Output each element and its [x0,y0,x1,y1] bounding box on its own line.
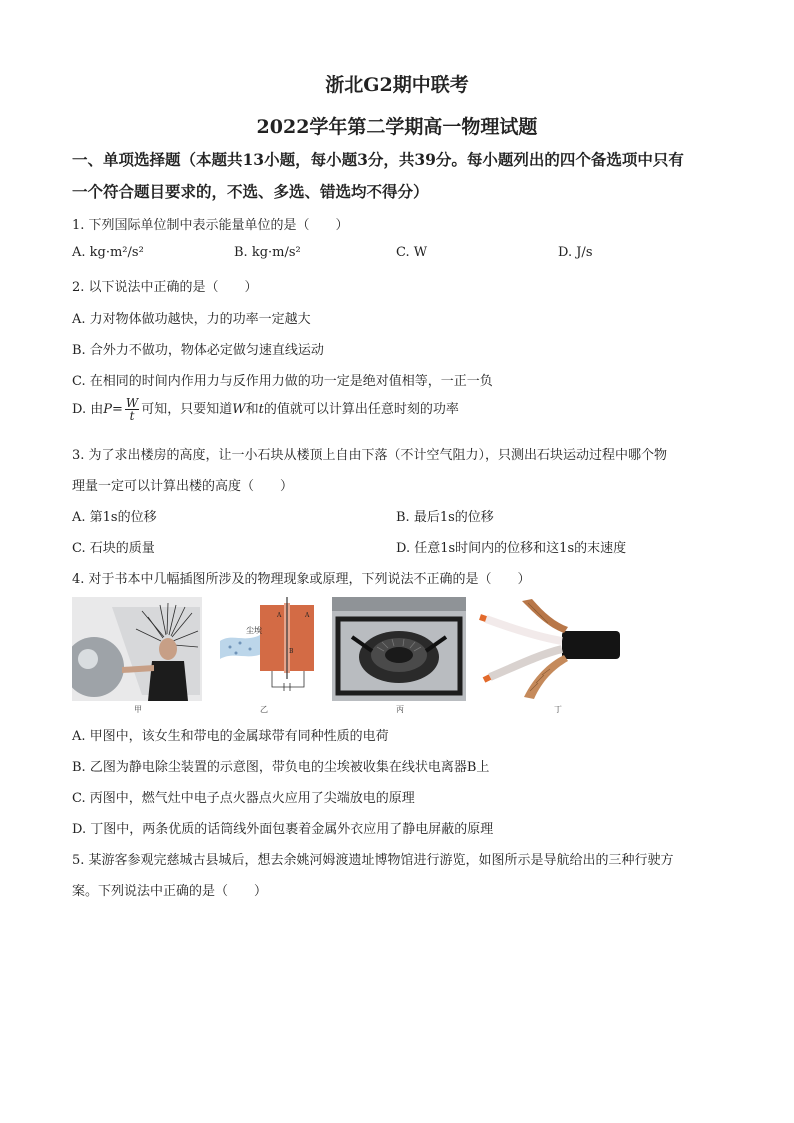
fig2-label-b: B [289,648,294,655]
q2-option-d-suffix: 的值就可以计算出任意时刻的功率 [263,402,459,417]
q3-option-a: A. 第1s的位移 [72,510,157,525]
q3-option-d: D. 任意1s时间内的位移和这1s的末速度 [396,541,627,556]
work-symbol: W [232,402,246,417]
figure-caption-ding: 丁 [554,705,562,714]
q5-stem-line2: 案。下列说法中正确的是（ ） [72,884,268,899]
exam-title: 浙北G2期中联考 [325,74,469,96]
q1-option-d: D. J/s [558,245,593,260]
q3-option-c: C. 石块的质量 [72,541,155,556]
formula-equals: = [111,402,123,417]
figure-caption-bing: 丙 [396,705,404,714]
q1-option-b: B. kg·m/s² [234,245,301,260]
q2-option-d-mid2: 和 [245,402,259,417]
q4-option-a: A. 甲图中，该女生和带电的金属球带有同种性质的电荷 [72,729,389,744]
fig2-label-dust: 尘埃 [246,626,262,635]
q2-stem: 2. 以下说法中正确的是（ ） [72,280,258,295]
q4-stem: 4. 对于书本中几幅插图所涉及的物理现象或原理，下列说法不正确的是（ ） [72,572,531,587]
q1-option-c: C. W [396,245,428,260]
q3-stem-line2: 理量一定可以计算出楼的高度（ ） [72,479,294,494]
q3-option-b: B. 最后1s的位移 [396,510,494,525]
figure-jia-charged-ball [72,597,202,701]
figure-ding-shielded-cable [478,597,620,701]
formula-fraction [125,397,139,422]
figure-yi-electrostatic-precipitator [220,597,330,701]
exam-subtitle: 2022学年第二学期高一物理试题 [256,116,538,138]
q3-stem-line1: 3. 为了求出楼房的高度，让一小石块从楼顶上自由下落（不计空气阻力），只测出石块运动过程中哪个物 [72,448,668,463]
figure-caption-yi: 乙 [260,705,268,714]
q4-option-c: C. 丙图中，燃气灶中电子点火器点火应用了尖端放电的原理 [72,791,415,806]
q2-option-c: C. 在相同的时间内作用力与反作用力做的功一定是绝对值相等，一正一负 [72,374,493,389]
section-heading-line2: 一个符合题目要求的，不选、多选、错选均不得分） [72,182,429,201]
q4-option-d: D. 丁图中，两条优质的话筒线外面包裹着金属外衣应用了静电屏蔽的原理 [72,822,494,837]
q4-option-b: B. 乙图为静电除尘装置的示意图，带负电的尘埃被收集在线状电离器B上 [72,760,490,775]
time-symbol: t [258,402,264,417]
q2-option-a: A. 力对物体做功越快，力的功率一定越大 [72,312,311,327]
q2-option-d-mid1: 可知，只要知道 [141,402,233,417]
q1-stem: 1. 下列国际单位制中表示能量单位的是（ ） [72,218,349,233]
formula-numerator: W [125,396,139,410]
q2-option-b: B. 合外力不做功，物体必定做匀速直线运动 [72,343,324,358]
fig2-label-a2: A [305,612,310,619]
q5-stem-line1: 5. 某游客参观完慈城古县城后，想去余姚河姆渡遗址博物馆进行游览，如图所示是导航给出的三种行驶方 [72,853,674,868]
formula-denominator: t [129,409,135,423]
fig2-label-a1: A [277,612,282,619]
q1-option-a: A. kg·m²/s² [72,245,144,260]
section-heading-line1: 一、单项选择题（本题共13小题，每小题3分，共39分。每小题列出的四个备选项中只有 [72,150,684,169]
figure-caption-jia: 甲 [134,705,142,714]
formula-power-symbol: P [103,402,112,417]
figure-bing-gas-stove [332,597,466,701]
q2-option-d-prefix: D. 由 [72,402,104,417]
q2-option-d [72,397,459,422]
